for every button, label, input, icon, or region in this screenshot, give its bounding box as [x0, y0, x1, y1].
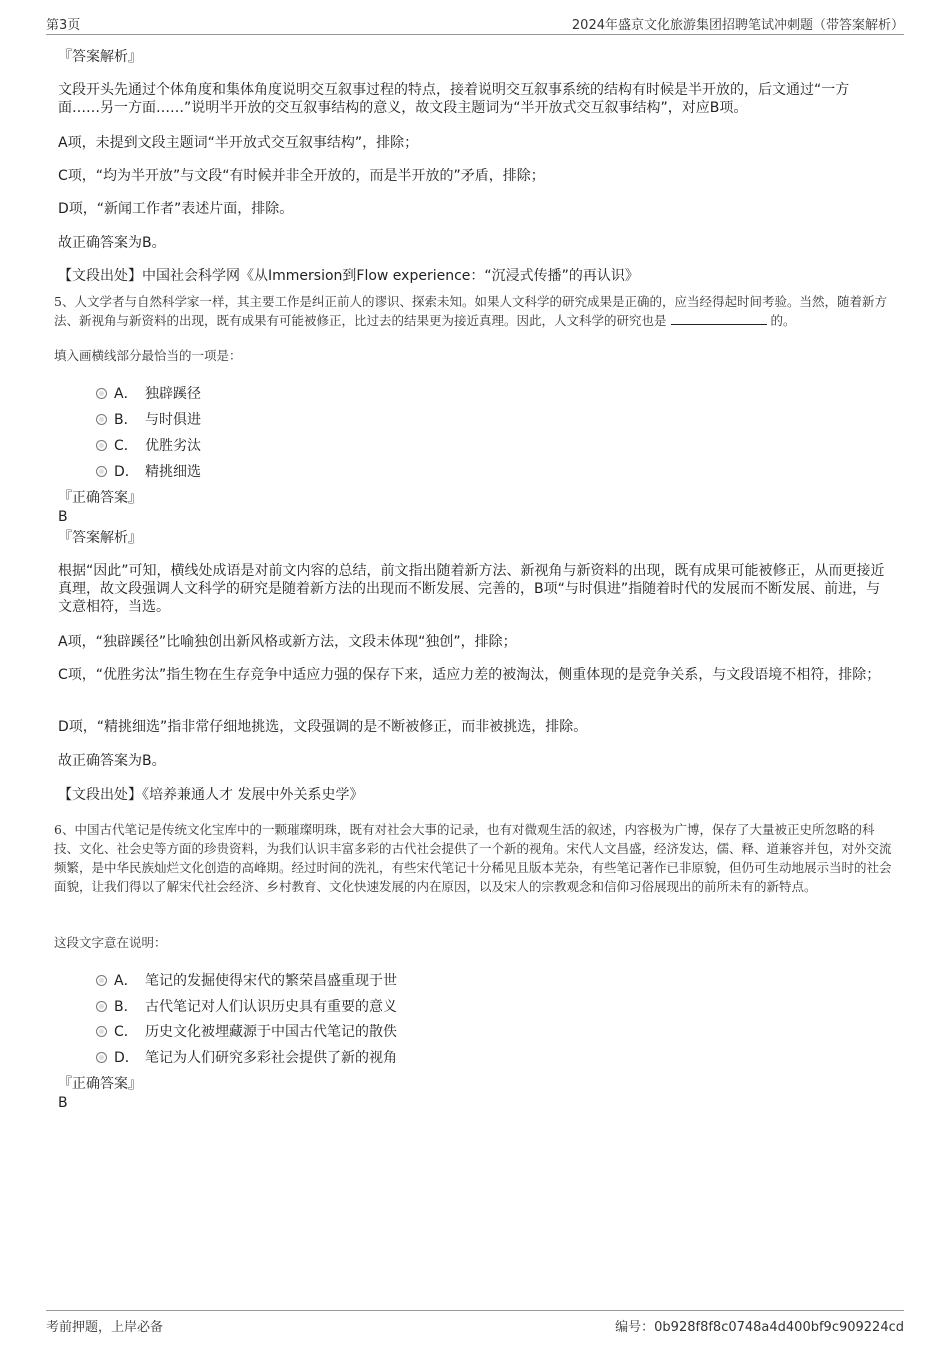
- q5-source: 【文段出处】《培养兼通人才 发展中外关系史学》: [58, 787, 364, 803]
- q6-answer: B: [58, 1095, 68, 1111]
- q6-answer-label: 『正确答案』: [58, 1076, 142, 1092]
- page-number: 第3页: [46, 18, 81, 33]
- option-letter: D．: [114, 1050, 139, 1066]
- footer-slogan: 考前押题，上岸必备: [46, 1320, 164, 1335]
- option-letter: C．: [114, 438, 138, 454]
- radio-button[interactable]: [96, 388, 107, 399]
- radio-button[interactable]: [96, 1001, 107, 1012]
- q5-analysis-paragraph: 根据“因此”可知，横线处成语是对前文内容的总结，前文指出随着新方法、新视角与新资料的出现，既有成果可能被修正，从而更接近真理，故文段强调人文科学的研究是随着新方法的出现而不断发展、完善的，B项“与时俱进”指随着时代的发展而不断发展、前进，与文意相符，当选。: [58, 563, 885, 615]
- q4-analysis-option-d: D项，“新闻工作者”表述片面，排除。: [58, 201, 294, 217]
- option-letter: B．: [114, 999, 138, 1015]
- q5-blank: [671, 312, 767, 325]
- q5-prompt: 填入画横线部分最恰当的一项是：: [54, 348, 242, 363]
- q5-analysis-label: 『答案解析』: [58, 530, 142, 546]
- option-text: 精挑细选: [145, 464, 201, 480]
- q4-conclusion: 故正确答案为B。: [58, 235, 166, 251]
- q5-answer-label: 『正确答案』: [58, 490, 142, 506]
- option-text: 笔记为人们研究多彩社会提供了新的视角: [145, 1050, 397, 1066]
- radio-button[interactable]: [96, 975, 107, 986]
- option-text: 与时俱进: [145, 412, 201, 428]
- option-letter: B．: [114, 412, 138, 428]
- option-text: 历史文化被埋藏源于中国古代笔记的散佚: [145, 1024, 397, 1040]
- q5-analysis-option-a: A项，“独辟蹊径”比喻独创出新风格或新方法，文段未体现“独创”，排除；: [58, 634, 517, 650]
- q5-answer: B: [58, 509, 68, 525]
- option-text: 优胜劣汰: [145, 438, 201, 454]
- document-id: 编号：0b928f8f8c0748a4d400bf9c909224cd: [615, 1320, 904, 1335]
- option-letter: A．: [114, 386, 138, 402]
- radio-button[interactable]: [96, 466, 107, 477]
- q4-analysis-option-a: A项，未提到文段主题词“半开放式交互叙事结构”，排除；: [58, 135, 419, 151]
- option-letter: A．: [114, 973, 138, 989]
- document-title: 2024年盛京文化旅游集团招聘笔试冲刺题（带答案解析）: [571, 18, 904, 33]
- q5-analysis-option-d: D项，“精挑细选”指非常仔细地挑选，文段强调的是不断被修正，而非被挑选，排除。: [58, 719, 588, 735]
- q6-stem: 6、中国古代笔记是传统文化宝库中的一颗璀璨明珠，既有对社会大事的记录，也有对微观生活的叙述，内容极为广博，保存了大量被正史所忽略的科技、文化、社会史等方面的珍贵资料，为我们认识丰富多彩的古代社会提供了一个新的视角。宋代人文昌盛，经济发达，儒、释、道兼容并包，对外交流频繁，是中华民族灿烂文化创造的高峰期。经过时间的洗礼，有些宋代笔记十分稀见且版本芜杂，有些笔记著作已非原貌，但仍可生动地展示当时的社会面貌，让我们得以了解宋代社会经济、乡村教育、文化快速发展的内在原因，以及宋人的宗教观念和信仰习俗展现出的前所未有的新特点。: [54, 822, 892, 894]
- q4-analysis-option-c: C项，“均为半开放”与文段“有时候并非全开放的，而是半开放的”矛盾，排除；: [58, 168, 545, 184]
- q4-source: 【文段出处】中国社会科学网《从Immersion到Flow experience：“沉浸式传播”的再认识》: [58, 268, 639, 284]
- radio-button[interactable]: [96, 440, 107, 451]
- radio-button[interactable]: [96, 1026, 107, 1037]
- q5-stem-tail: 的。: [770, 313, 796, 328]
- q5-conclusion: 故正确答案为B。: [58, 753, 166, 769]
- option-letter: C．: [114, 1024, 138, 1040]
- option-text: 古代笔记对人们认识历史具有重要的意义: [145, 999, 397, 1015]
- option-text: 独辟蹊径: [145, 386, 201, 402]
- option-letter: D．: [114, 464, 139, 480]
- q6-prompt: 这段文字意在说明：: [54, 935, 167, 950]
- option-text: 笔记的发掘使得宋代的繁荣昌盛重现于世: [145, 973, 397, 989]
- radio-button[interactable]: [96, 1052, 107, 1063]
- q5-analysis-option-c: C项，“优胜劣汰”指生物在生存竞争中适应力强的保存下来，适应力差的被淘汰，侧重体现的是竞争关系，与文段语境不相符，排除；: [58, 667, 881, 683]
- q4-analysis-label: 『答案解析』: [58, 49, 142, 65]
- q5-stem-text: 5、人文学者与自然科学家一样，其主要工作是纠正前人的谬识、探索未知。如果人文科学的研究成果是正确的，应当经得起时间考验。当然，随着新方法、新视角与新资料的出现，既有成果有可能被修正，比过去的结果更为接近真理。因此，人文科学的研究也是: [54, 294, 887, 328]
- page-header: [46, 14, 904, 35]
- page-footer: [46, 1310, 904, 1337]
- radio-button[interactable]: [96, 414, 107, 425]
- q4-analysis-paragraph: 文段开头先通过个体角度和集体角度说明交互叙事过程的特点，接着说明交互叙事系统的结构有时候是半开放的，后文通过“一方面……另一方面……”说明半开放的交互叙事结构的意义，故文段主题词为“半开放式交互叙事结构”，对应B项。: [58, 82, 850, 116]
- q5-stem: [54, 292, 894, 330]
